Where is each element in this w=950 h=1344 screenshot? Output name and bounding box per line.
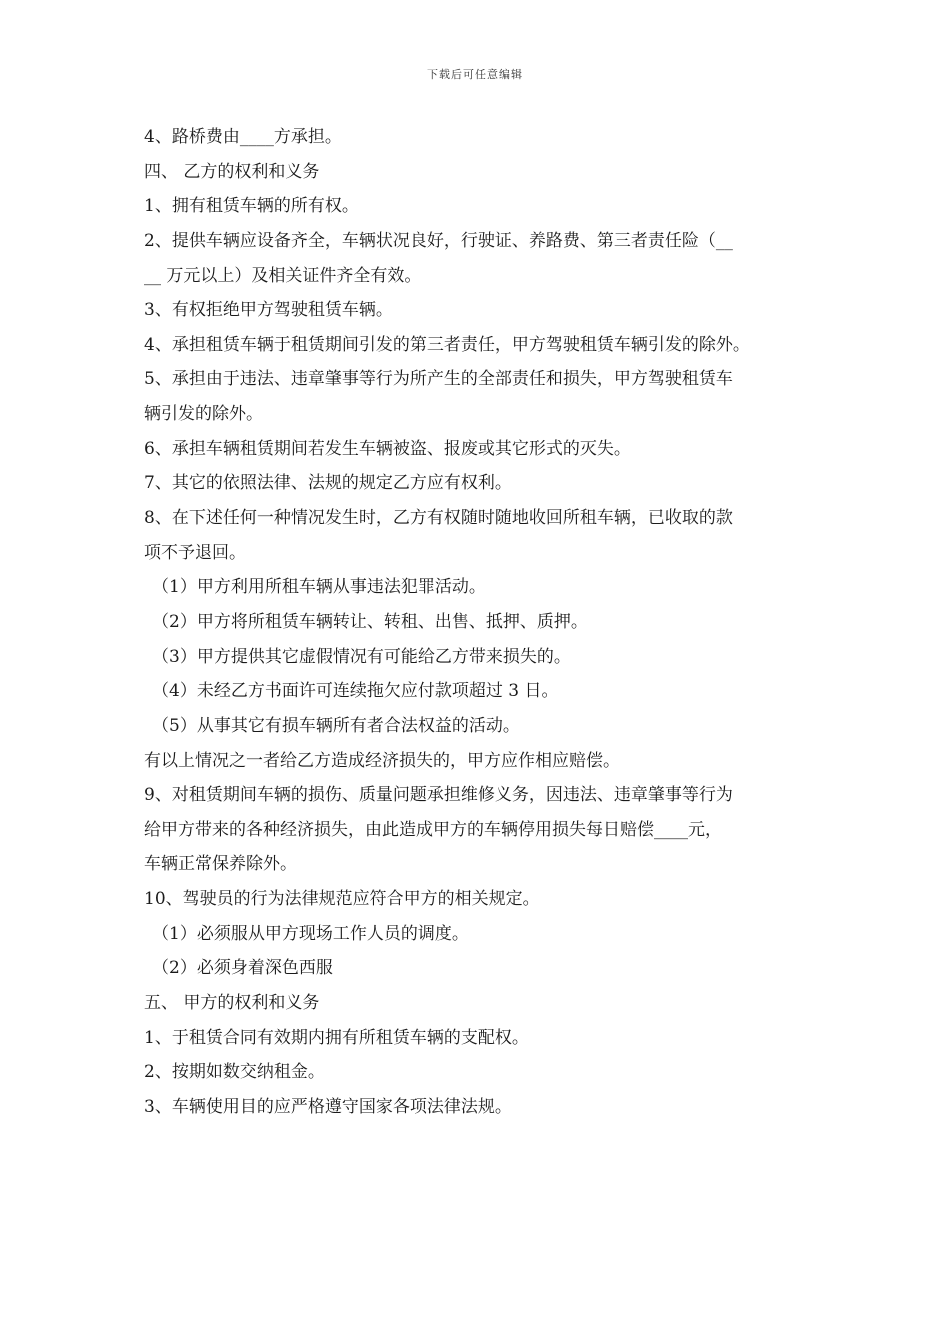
- paragraph-line: 4、承担租赁车辆于租赁期间引发的第三者责任，甲方驾驶租赁车辆引发的除外。: [144, 334, 750, 355]
- section-heading: 四、 乙方的权利和义务: [144, 161, 320, 182]
- page-header: 下载后可任意编辑: [427, 68, 523, 81]
- paragraph-line: 3、有权拒绝甲方驾驶租赁车辆。: [144, 300, 393, 321]
- paragraph-line: 3、车辆使用目的应严格遵守国家各项法律法规。: [144, 1096, 512, 1117]
- paragraph-line: 车辆正常保养除外。: [144, 854, 297, 875]
- document-body: [144, 120, 824, 1125]
- list-item: （5）从事其它有损车辆所有者合法权益的活动。: [152, 715, 520, 736]
- paragraph-line: 2、按期如数交纳租金。: [144, 1062, 325, 1083]
- paragraph-line: 10、驾驶员的行为法律规范应符合甲方的相关规定。: [144, 889, 540, 910]
- paragraph-line: 1、于租赁合同有效期内拥有所租赁车辆的支配权。: [144, 1027, 529, 1048]
- paragraph-line: 2、提供车辆应设备齐全，车辆状况良好，行驶证、养路费、第三者责任险（__: [144, 230, 733, 251]
- list-item: （1）甲方利用所租车辆从事违法犯罪活动。: [152, 577, 486, 598]
- paragraph-line: 项不予退回。: [144, 542, 246, 563]
- paragraph-line: 5、承担由于违法、违章肇事等行为所产生的全部责任和损失，甲方驾驶租赁车: [144, 369, 733, 390]
- paragraph-line: 9、对租赁期间车辆的损伤、质量问题承担维修义务，因违法、违章肇事等行为: [144, 785, 733, 806]
- list-item: （4）未经乙方书面许可连续拖欠应付款项超过 3 日。: [152, 681, 559, 702]
- list-item: （1）必须服从甲方现场工作人员的调度。: [152, 923, 469, 944]
- paragraph-line: __ 万元以上）及相关证件齐全有效。: [144, 265, 422, 286]
- paragraph-line: 给甲方带来的各种经济损失，由此造成甲方的车辆停用损失每日赔偿____元，: [144, 819, 722, 840]
- list-item: （3）甲方提供其它虚假情况有可能给乙方带来损失的。: [152, 646, 571, 667]
- paragraph-line: 有以上情况之一者给乙方造成经济损失的，甲方应作相应赔偿。: [144, 750, 620, 771]
- paragraph-line: 8、在下述任何一种情况发生时，乙方有权随时随地收回所租车辆，已收取的款: [144, 508, 733, 529]
- paragraph-line: 6、承担车辆租赁期间若发生车辆被盗、报废或其它形式的灭失。: [144, 438, 631, 459]
- paragraph-line: 7、其它的依照法律、法规的规定乙方应有权利。: [144, 473, 512, 494]
- section-heading: 五、 甲方的权利和义务: [144, 993, 320, 1014]
- list-item: （2）必须身着深色西服: [152, 958, 333, 979]
- paragraph-line: 4、路桥费由____方承担。: [144, 127, 342, 147]
- paragraph-line: 辆引发的除外。: [144, 404, 263, 425]
- list-item: （2）甲方将所租赁车辆转让、转租、出售、抵押、质押。: [152, 611, 588, 632]
- paragraph-line: 1、拥有租赁车辆的所有权。: [144, 196, 359, 217]
